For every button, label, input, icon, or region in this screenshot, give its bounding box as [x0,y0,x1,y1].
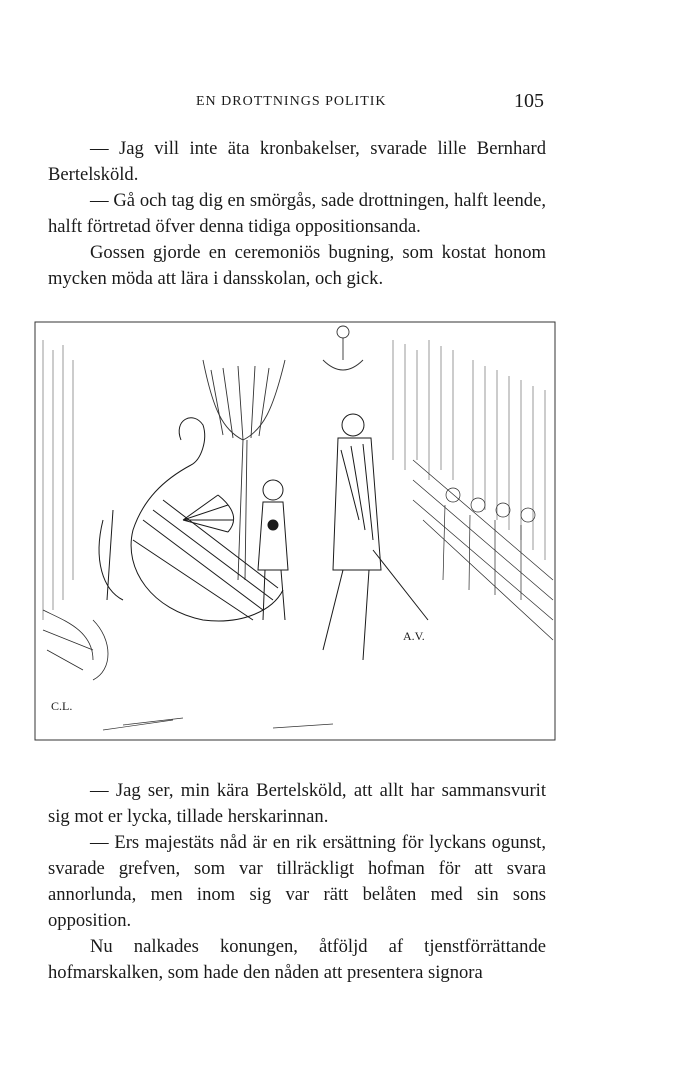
signature-left: C.L. [51,699,73,713]
text-block-top [48,136,546,292]
page-header [48,92,544,116]
paragraph: — Jag ser, min kära Bertelsköld, att allt har sammansvurit sig mot er lycka, tillade herskarinnan. [48,780,546,827]
illustration-court-scene [33,320,557,742]
paragraph: — Ers majestäts nåd är en rik ersättning för lyckans ogunst, svarade grefven, som var tillräckligt hofman för att svara annorlunda, men inom sig var rätt belåten med sin sons opposition. [48,832,546,931]
paragraph: — Gå och tag dig en smörgås, sade drottningen, halft leende, halft förtretad öfver denna tidiga oppositionsanda. [48,190,546,237]
engraving-drawing [33,320,557,742]
signature-right: A.V. [403,629,425,643]
paragraph: Nu nalkades konungen, åtföljd af tjenstförrättande hofmarskalken, som hade den nåden att presentera signora [48,936,546,983]
paragraph: Gossen gjorde en ceremoniös bugning, som kostat honom mycken möda att lära i dansskolan, och gick. [48,242,546,289]
page-number: 105 [514,90,544,112]
paragraph: — Jag vill inte äta kronbakelser, svarade lille Bernhard Bertelsköld. [48,138,546,185]
running-title: EN DROTTNINGS POLITIK [196,94,387,109]
text-block-bottom [48,778,546,986]
